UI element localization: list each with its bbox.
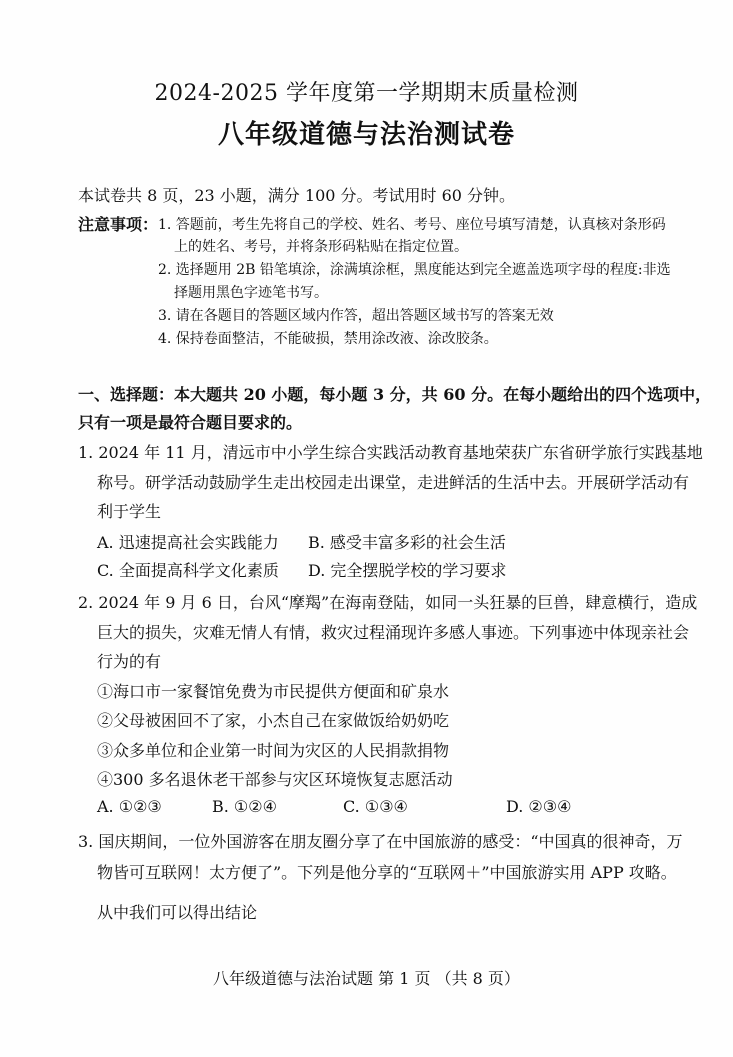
q2-statement: ③众多单位和企业第一时间为灾区的人民捐款捐物 [97, 741, 450, 760]
exam-title: 2024-2025 学年度第一学期期末质量检测 [154, 81, 579, 106]
q1-option-a[interactable]: A. 迅速提高社会实践能力 [97, 533, 279, 552]
question-2-line: 巨大的损失，灾难无情人有情，救灾过程涌现许多感人事迹。下列事迹中体现亲社会 [97, 623, 690, 642]
section-heading: 一、选择题：本大题共 20 小题，每小题 3 分，共 60 分。在每小题给出的四个选项中， [78, 385, 712, 404]
q1-option-b[interactable]: B. 感受丰富多彩的社会生活 [308, 533, 506, 552]
q1-option-d[interactable]: D. 完全摆脱学校的学习要求 [308, 561, 507, 580]
q2-statement: ④300 多名退休老干部参与灾区环境恢复志愿活动 [97, 770, 453, 789]
page-footer: 八年级道德与法治试题 第 1 页 （共 8 页） [213, 969, 520, 988]
question-1-line: 利于学生 [97, 502, 162, 521]
q2-option-c[interactable]: C. ①③④ [343, 797, 408, 816]
question-2-line: 2. 2024 年 9 月 6 日，台风“摩羯”在海南登陆，如同一头狂暴的巨兽，肆意横行，造成 [78, 593, 698, 612]
note-line: 1. 答题前，考生先将自己的学校、姓名、考号、座位号填写清楚，认真核对条形码 [158, 217, 666, 233]
question-3-line: 3. 国庆期间，一位外国游客在朋友圈分享了在中国旅游的感受：“中国真的很神奇，万 [78, 832, 683, 851]
exam-subtitle: 八年级道德与法治测试卷 [217, 120, 515, 150]
section-heading-cont: 只有一项是最符合题目要求的。 [78, 413, 303, 432]
q2-statement: ①海口市一家餐馆免费为市民提供方便面和矿泉水 [97, 682, 450, 701]
q1-option-c[interactable]: C. 全面提高科学文化素质 [97, 561, 279, 580]
note-line: 3. 请在各题目的答题区域内作答，超出答题区域书写的答案无效 [158, 308, 554, 324]
question-1-line: 称号。研学活动鼓励学生走出校园走出课堂，走进鲜活的生活中去。开展研学活动有 [97, 473, 690, 492]
note-line: 2. 选择题用 2B 铅笔填涂，涂满填涂框，黑度能达到完全遮盖选项字母的程度:非选 [158, 262, 671, 278]
q2-option-a[interactable]: A. ①②③ [97, 797, 162, 816]
q2-option-b[interactable]: B. ①②④ [212, 797, 277, 816]
q2-statement: ②父母被困回不了家，小杰自己在家做饭给奶奶吃 [97, 711, 450, 730]
note-line: 上的姓名、考号，并将条形码粘贴在指定位置。 [174, 239, 468, 255]
exam-intro: 本试卷共 8 页，23 小题，满分 100 分。考试用时 60 分钟。 [78, 186, 516, 205]
question-2-line: 行为的有 [97, 652, 162, 671]
note-line: 择题用黑色字迹笔书写。 [174, 285, 328, 301]
q2-option-d[interactable]: D. ②③④ [506, 797, 572, 816]
question-3-line: 物皆可互联网！太方便了”。下列是他分享的“互联网＋”中国旅游实用 APP 攻略。 [97, 863, 677, 882]
notes-label: 注意事项： [78, 215, 159, 234]
note-line: 4. 保持卷面整洁，不能破损，禁用涂改液、涂改胶条。 [158, 331, 498, 347]
question-3-line: 从中我们可以得出结论 [97, 903, 258, 922]
question-1-line: 1. 2024 年 11 月，清远市中小学生综合实践活动教育基地荣获广东省研学旅行实践基地 [78, 443, 703, 462]
